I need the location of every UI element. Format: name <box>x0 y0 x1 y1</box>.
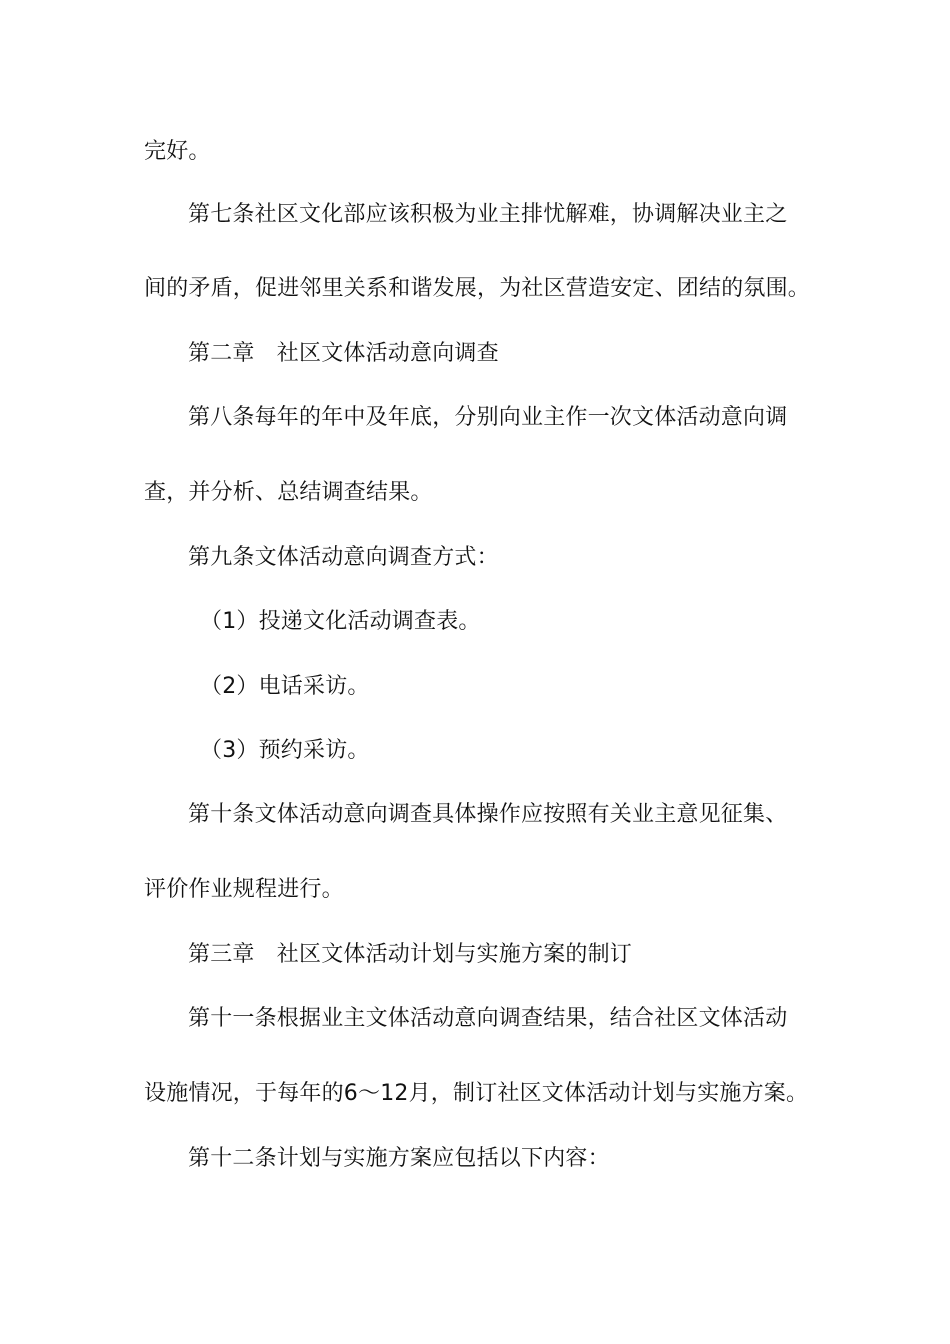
chapter-2-heading: 第二章 社区文体活动意向调查 <box>188 341 499 366</box>
article-11-line-2: 设施情况，于每年的6～12月，制订社区文体活动计划与实施方案。 <box>144 1081 809 1106</box>
article-7-line-1: 第七条社区文化部应该积极为业主排忧解难，协调解决业主之 <box>188 202 788 227</box>
article-11-line-1: 第十一条根据业主文体活动意向调查结果，结合社区文体活动 <box>188 1006 788 1031</box>
article-8-line-1: 第八条每年的年中及年底，分别向业主作一次文体活动意向调 <box>188 405 788 430</box>
article-12-line: 第十二条计划与实施方案应包括以下内容： <box>188 1146 610 1171</box>
article-10-line-1: 第十条文体活动意向调查具体操作应按照有关业主意见征集、 <box>188 802 788 827</box>
article-10-line-2: 评价作业规程进行。 <box>144 877 344 902</box>
chapter-3-heading: 第三章 社区文体活动计划与实施方案的制订 <box>188 942 633 967</box>
list-item-1: （1）投递文化活动调查表。 <box>200 609 481 634</box>
article-8-line-2: 查，并分析、总结调查结果。 <box>144 480 433 505</box>
list-item-2: （2）电话采访。 <box>200 674 370 699</box>
text-line-continuation: 完好。 <box>144 139 211 164</box>
article-7-line-2: 间的矛盾，促进邻里关系和谐发展，为社区营造安定、团结的氛围。 <box>144 276 811 301</box>
article-9-line: 第九条文体活动意向调查方式： <box>188 545 499 570</box>
list-item-3: （3）预约采访。 <box>200 738 370 763</box>
